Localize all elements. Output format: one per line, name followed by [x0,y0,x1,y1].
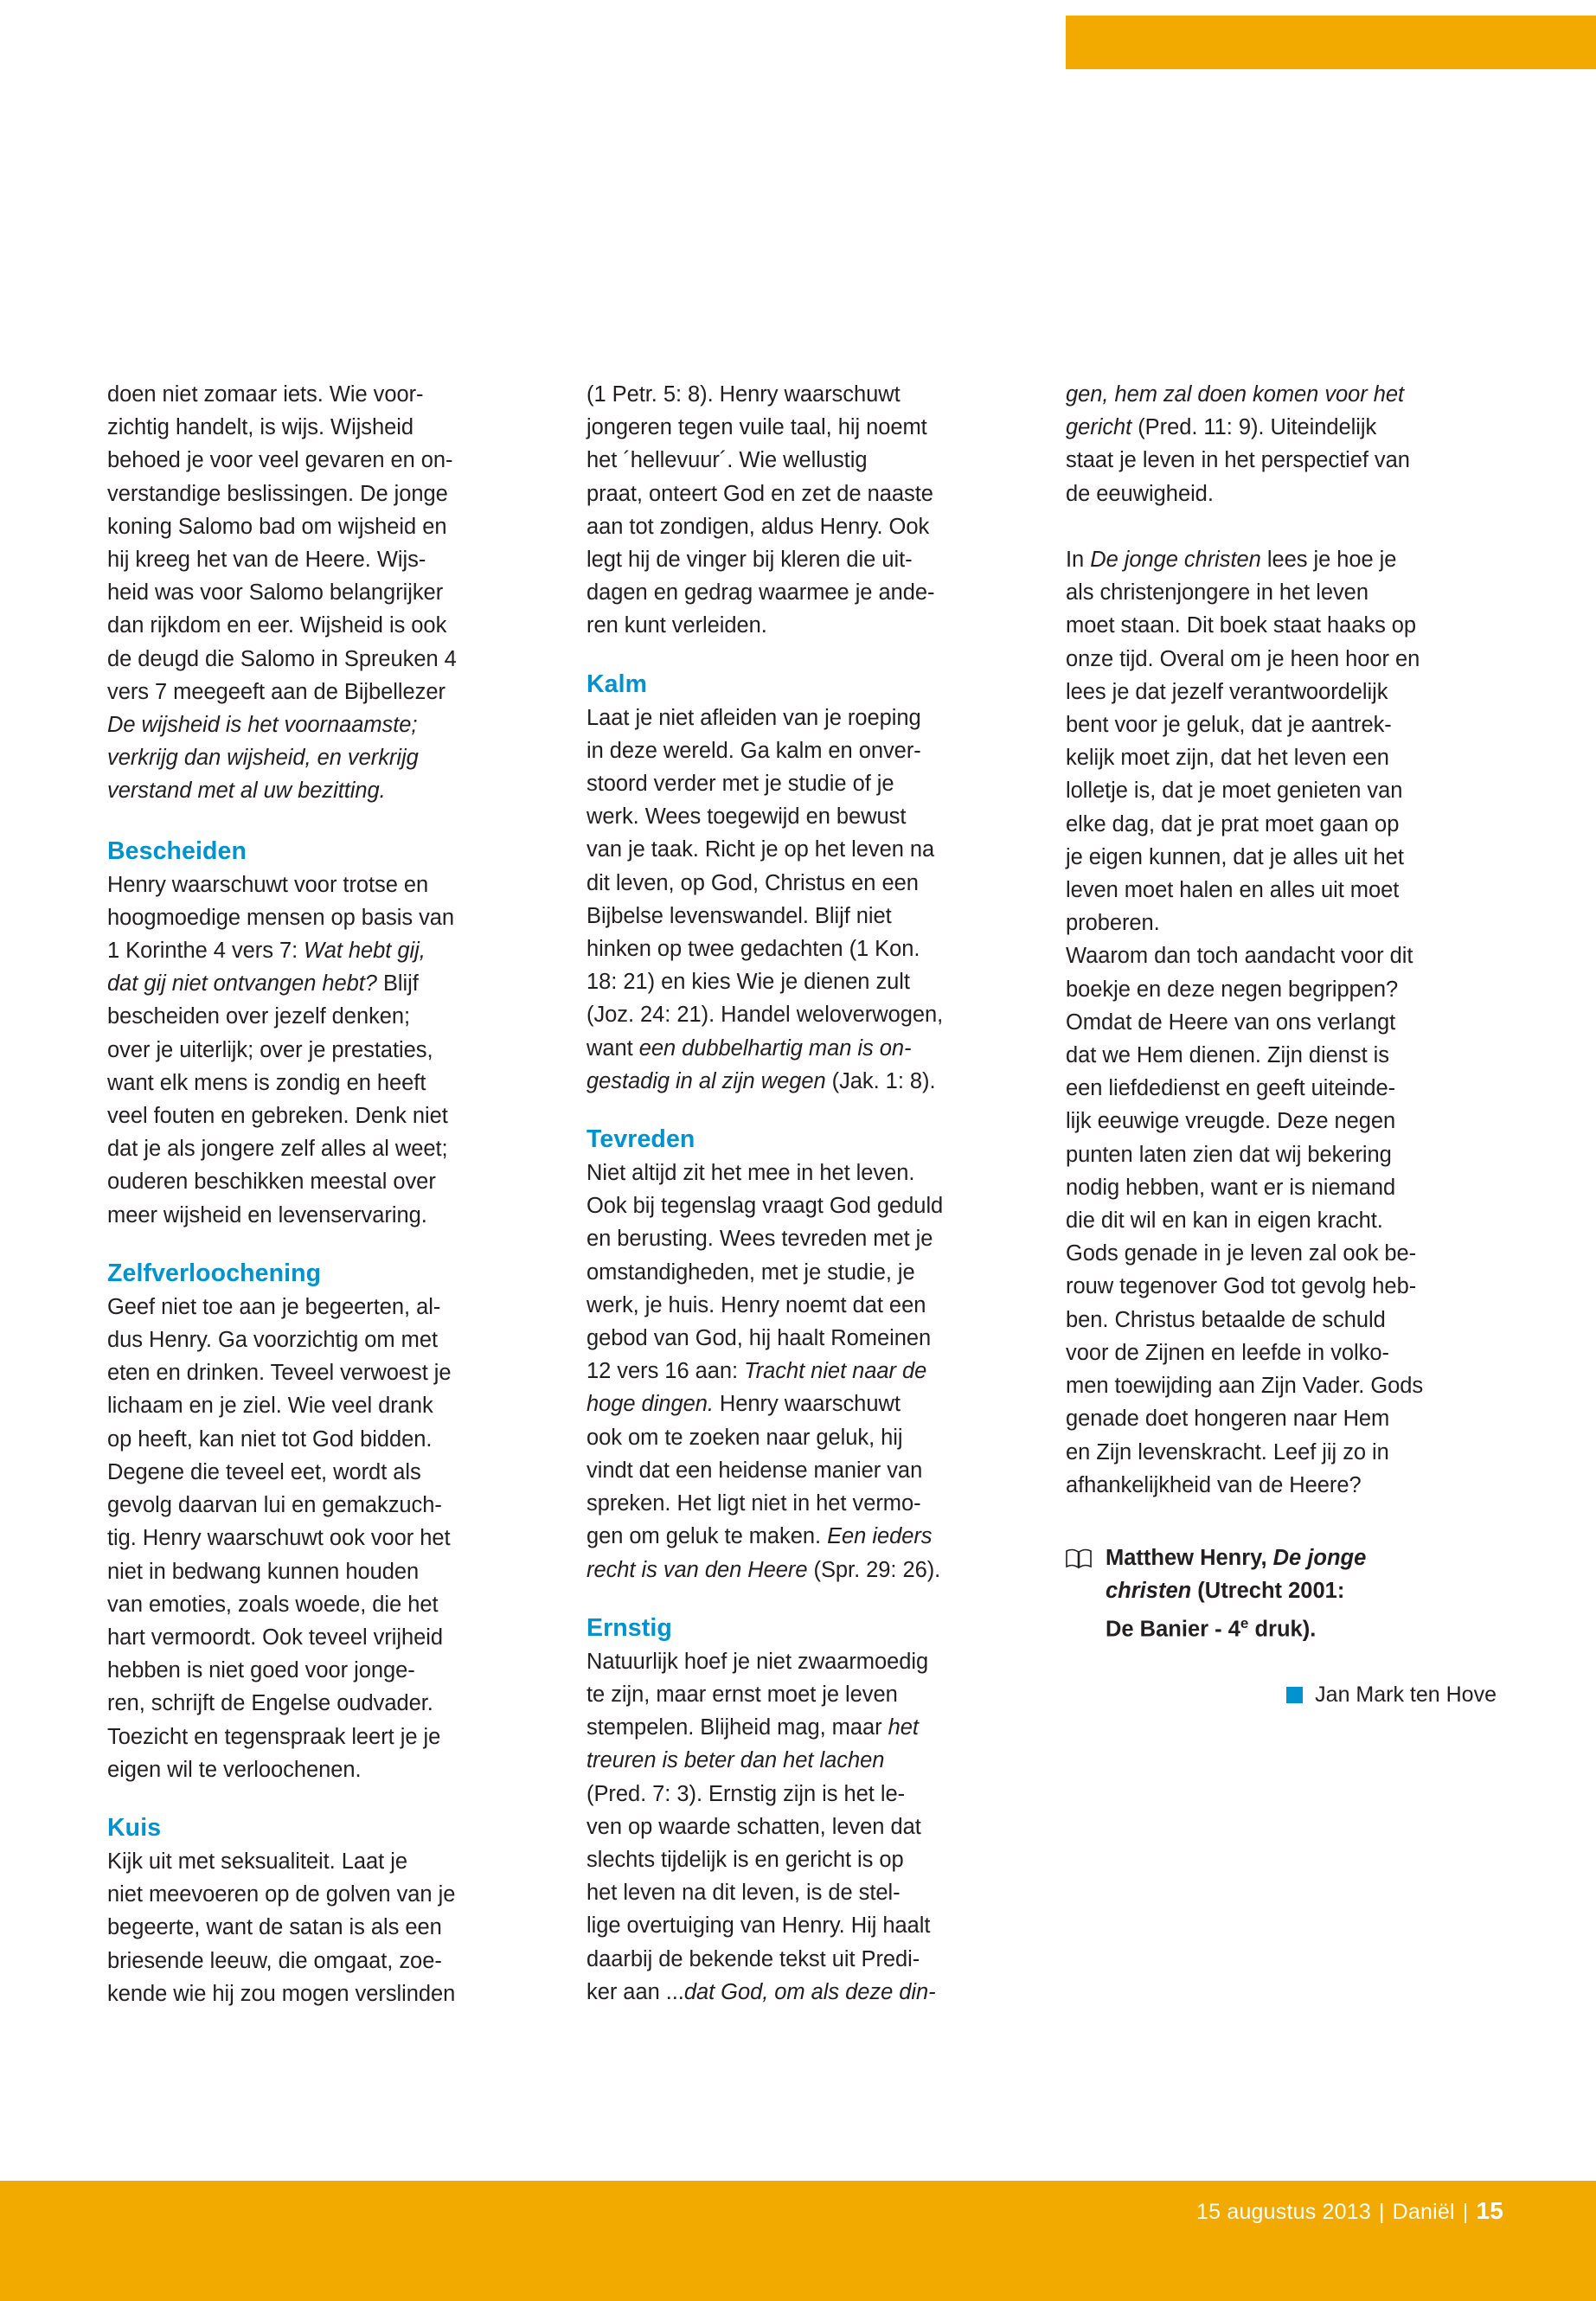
paragraph-kuis-continued: (1 Petr. 5: 8). Henry waarschuwt jongeren tegen vuile taal, hij noemt het ´hellevuur´. Wie wellustig praat, onteert God en zet de naaste aan tot zondigen, aldus Henry. Ook legt hij de vinger bij kleren die uit- dagen en gedrag waarmee je ande- ren kunt verleiden. [586,382,935,638]
paragraph-zelfverloochening: Geef niet toe aan je begeerten, al- dus Henry. Ga voorzichtig om met eten en drinken. Teveel verwoest je lichaam en je ziel. Wie veel drank op heeft, kan niet tot God bidden. Degene die teveel eet, wordt als gevolg daarvan lui en gemakzuch- tig. Henry waarschuwt ook voor het niet in bedwang kunnen houden van emoties, zoals woede, die het hart vermoordt. Ook teveel vrijheid hebben is niet goed voor jonge- ren, schrijft de Engelse oudvader. Toezicht en tegenspraak leert je je eigen wil te verloochenen. [107,1294,452,1782]
section-heading-kuis: Kuis [107,1813,162,1842]
top-accent-bar [1066,16,1596,69]
section-heading-ernstig: Ernstig [586,1613,672,1642]
paragraph-de-jonge-christen: In De jonge christen lees je hoe je als christenjongere in het leven moet staan. Dit boek staat haaks op onze tijd. Overal om je heen hoor en lees je dat jezelf verantwoordelijk bent voor je geluk, dat je aantrek- kelijk moet zijn, dat het leven een lolletje is, dat je moet genieten van elke dag, dat je prat moet gaan op je eigen kunnen, dat je alles uit het leven moet halen en alles uit moet proberen. Waarom dan toch aandacht voor dit boekje en deze negen begrippen? Omdat de Heere van ons verlangt dat we Hem dienen. Zijn dienst is een liefdedienst en geeft uiteinde- lijk eeuwige vreugde. Deze negen punten laten zien dat wij bekering nodig hebben, want er is niemand die dit wil en kan in eigen kracht. Gods genade in je leven zal ook be- rouw tegenover God tot gevolg heb- ben. Christus betaalde de schuld voor de Zijnen en leefde in volko- men toewijding aan Zijn Vader. Gods genade doet hongeren naar Hem en Zijn levenskracht. Leef jij zo in afhankelijkheid van de Heere? [1066,548,1424,1497]
column-1 [107,378,538,2010]
square-bullet-icon [1286,1687,1303,1703]
section-heading-kalm: Kalm [586,670,648,698]
source-reference [1066,1541,1497,1646]
footer-page-number: 15 [1476,2197,1503,2224]
paragraph-kuis: Kijk uit met seksualiteit. Laat je niet meevoeren op de golven van je begeerte, want de satan is als een briesende leeuw, die omgaat, zoe- kende wie hij zou mogen verslinden [107,1849,456,2006]
column-2 [586,378,1017,2010]
paragraph-tevreden: Niet altijd zit het mee in het leven. Ook bij tegenslag vraagt God geduld en berusting. Wees tevreden met je omstandigheden, met je studie, je werk, je huis. Henry noemt dat een gebod van God, hij haalt Romeinen 12 vers 16 aan: Tracht niet naar de hoge dingen. Henry waarschuwt ook om te zoeken naar geluk, hij vindt dat een heidense manier van spreken. Het ligt niet in het vermo- gen om geluk te maken. Een ieders recht is van den Heere (Spr. 29: 26). [586,1161,944,1582]
footer-separator-2: | [1462,2200,1469,2224]
book-icon [1066,1548,1092,1574]
footer-separator-1: | [1378,2200,1385,2224]
byline-author: Jan Mark ten Hove [1315,1682,1497,1708]
paragraph-bescheiden: Henry waarschuwt voor trotse en hoogmoedige mensen op basis van 1 Korinthe 4 vers 7: Wat hebt gij, dat gij niet ontvangen hebt? Blijf bescheiden over jezelf denken; over je uiterlijk; over je prestaties, want elk mens is zondig en heeft veel fouten en gebreken. Denk niet dat je als jongere zelf alles al weet; ouderen beschikken meestal over meer wijsheid en levenservaring. [107,872,455,1227]
column-3 [1066,378,1497,2010]
paragraph-kalm: Laat je niet afleiden van je roeping in deze wereld. Ga kalm en onver- stoord verder met je studie of je werk. Wees toegewijd en bewust van je taak. Richt je op het leven na dit leven, op God, Christus en een Bijbelse levenswandel. Blijf niet hinken op twee gedachten (1 Kon. 18: 21) en kies Wie je dienen zult (Joz. 24: 21). Handel weloverwogen, want een dubbelhartig man is on- gestadig in al zijn wegen (Jak. 1: 8). [586,705,944,1093]
footer [1196,2197,1503,2225]
intro-paragraph: doen niet zomaar iets. Wie voor- zichtig handelt, is wijs. Wijsheid behoed je voor veel gevaren en on- verstandige beslissingen. De jonge koning Salomo bad om wijsheid en hij kreeg het van de Heere. Wijs- heid was voor Salomo belangrijker dan rijkdom en eer. Wijsheid is ook de deugd die Salomo in Spreuken 4 vers 7 meegeeft aan de Bijbellezer De wijsheid is het voornaamste; verkrijg dan wijsheid, en verkrijg verstand met al uw bezitting. [107,382,457,804]
footer-magazine: Daniël [1392,2200,1455,2224]
section-heading-bescheiden: Bescheiden [107,836,247,865]
section-heading-zelfverloochening: Zelfverloochening [107,1259,322,1287]
section-heading-tevreden: Tevreden [586,1125,695,1154]
byline [1066,1682,1497,1708]
paragraph-ernstig-continued: gen, hem zal doen komen voor het gericht (Pred. 11: 9). Uiteindelijk staat je leven in het perspectief van de eeuwigheid. [1066,382,1410,506]
paragraph-ernstig: Natuurlijk hoef je niet zwaarmoedig te zijn, maar ernst moet je leven stempelen. Blijheid mag, maar het treuren is beter dan het lachen (Pred. 7: 3). Ernstig zijn is het le- ven op waarde schatten, leven dat slechts tijdelijk is en gericht is op het leven na dit leven, is de stel- lige overtuiging van Henry. Hij haalt daarbij de bekende tekst uit Predi- ker aan ...dat God, om als deze din- [586,1649,936,2004]
source-text: Matthew Henry, De jonge christen (Utrecht 2001: De Banier - 4e druk). [1106,1545,1367,1642]
footer-date: 15 augustus 2013 [1195,2200,1371,2224]
article-columns [107,378,1496,2010]
